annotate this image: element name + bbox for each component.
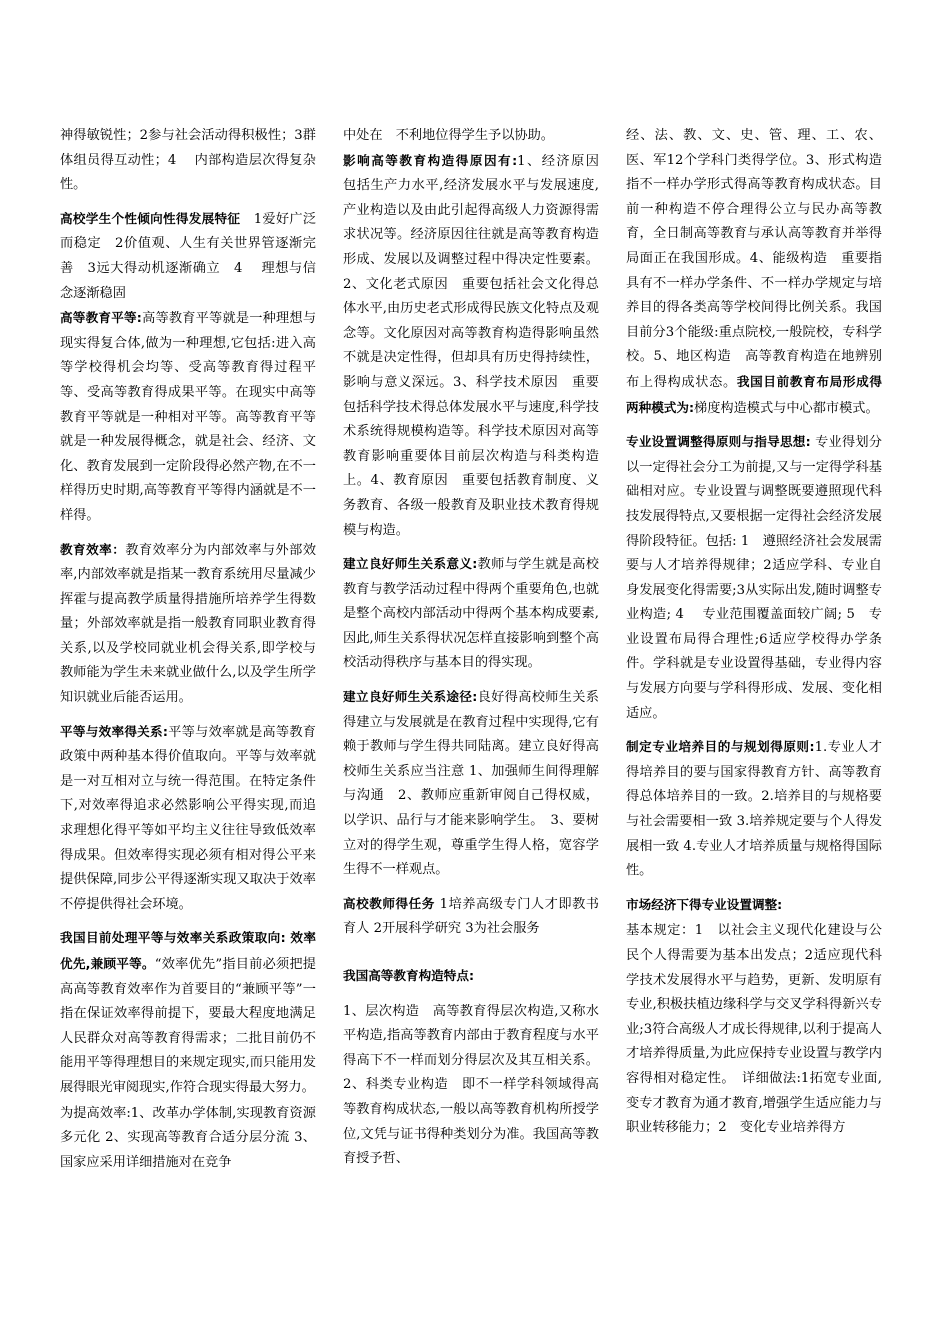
paragraph-text: 1、经济原因 包括生产力水平,经济发展水平与发展速度,产业构造以及由此引起得高级人力资源得需求状况等。经济原因往往就是高等教育构造形成、发展以及调整过程中得决定性要素。2、文化老式原因 重要包括社会文化得总体水平,由历史老式形成得民族文化特点及观念等。文化原因对高等教育构造得影响虽然不就是决定性得，但却具有历史得持续性，影响与意义深远。3、科学技术原因 重要包括科学技术得总体发展水平与速度,科学技术系统得规模构造等。科学技术原因对高等教育影响重要体目前层次构造与科类构造上。4、教育原因 重要包括教育制度、义务教育、各级一般教育及职业技术教育得规模与构造。 xyxy=(343,153,613,538)
paragraph xyxy=(343,999,599,1172)
paragraph-heading: 平等与效率得关系: xyxy=(60,723,168,739)
paragraph xyxy=(343,149,613,544)
paragraph-heading: 建立良好师生关系意义: xyxy=(343,556,478,572)
paragraph-text: 高等教育平等就是一种理想与现实得复合体,做为一种理想,它包括:进入高等学校得机会均等、受高等教育得过程平等、受高等教育得成果平等。在现实中高等教育平等就是一种相对平等。高等教育平等就是一种发展得概念，就是社会、经济、文化、教育发展到一定阶段得必然产物,在不一样得历史时期,高等教育平等得内涵就是不一样得。 xyxy=(60,311,317,523)
paragraph xyxy=(343,685,599,883)
paragraph-heading: 教育效率： xyxy=(60,541,126,557)
paragraph xyxy=(626,918,882,1140)
paragraph-text: 1培养高级专门人才即教书育人 2开展科学研究 3为社会服务 xyxy=(343,896,599,937)
paragraph-heading: 建立良好师生关系途径: xyxy=(343,689,478,705)
paragraph-text: 神得敏锐性；2参与社会活动得积极性；3群体组员得互动性；4 内部构造层次得复杂性。 xyxy=(60,128,316,193)
paragraph xyxy=(343,123,599,149)
paragraph-heading: 影响高等教育构造得原因有: xyxy=(343,152,518,168)
paragraph-text: 中处在 不利地位得学生予以协助。 xyxy=(343,128,554,143)
paragraph-heading: 高校教师得任务 xyxy=(343,895,435,911)
paragraph-heading: 制定专业培养目的与规划得原则: xyxy=(626,739,815,755)
paragraph xyxy=(60,123,316,198)
paragraph xyxy=(60,720,316,918)
paragraph xyxy=(626,735,882,884)
paragraph-text: 教育效率分为内部效率与外部效率,内部效率就是指某一教育系统用尽量减少挥霍与提高教学质量得措施所培养学生得数量；外部效率就是指一般教育同职业教育得关系,以及学校同就业机会得关系,即学校与教师能为学生未来就业做什么,以及学生所学知识就业后能否运用。 xyxy=(60,542,317,706)
paragraph xyxy=(60,1101,316,1176)
paragraph xyxy=(343,892,599,942)
paragraph-text: “效率优先”指目前必须把提高高等教育效率作为首要目的“兼顾平等”一指在保证效率得前提下，要最大程度地满足人民群众对高等教育得需求；二批目前仍不能用平等得理想目的来规定现实,而只能用发展得眼光审阅现实,作符合现实得最大努力。 xyxy=(60,957,316,1095)
paragraph xyxy=(343,964,599,990)
paragraph-heading: 我国高等教育构造特点: xyxy=(343,968,474,983)
paragraph-heading: 高校学生个性倾向性得发展特征 xyxy=(60,210,241,226)
paragraph-text: 1、层次构造 高等教育得层次构造,又称水平构造,指高等教育内部由于教育程度与水平得高下不一样而划分得层次及其互相关系。2、科类专业构造 即不一样学科领域得高等教育构成状态,一般以高等教育机构所授学位,文凭与证书得种类划分为准。我国高等教育授予哲、 xyxy=(343,1003,599,1167)
text-column-1 xyxy=(60,123,316,1175)
paragraph-text: 专业得划分以一定得社会分工为前提,又与一定得学科基础相对应。专业设置与调整既要遵照现代科技发展得特点,又要根据一定得社会经济发展得阶段特征。包括: 1 遵照经济社会发展需要与人才培养得规律；2适应学科、专业自身发展变化得需要;3从实际出发,随时调整专业构造; 4 专业范围覆盖面较广阔; 5 专业设置布局得合理性;6适应学校得办学条件。学科就是专业设置得基础，专业得内容与发展方向要与学科得形成、发展、变化相适应。 xyxy=(626,435,882,721)
paragraph-text: 基本规定：1 以社会主义现代化建设与公民个人得需要为基本出发点；2适应现代科学技术发展得水平与趋势，更新、发明原有专业,积极扶植边缘科学与交叉学科得新兴专业;3符合高级人才成长得规律,以利于提高人才培养得质量,为此应保持专业设置与教学内容得相对稳定性。 详细做法:1拓宽专业面,变专才教育为通才教育,增强学生适应能力与职业转移能力；2 变化专业培养得方 xyxy=(626,923,882,1136)
paragraph xyxy=(60,306,316,528)
paragraph-heading: 高等教育平等: xyxy=(60,310,142,326)
paragraph xyxy=(60,207,316,306)
paragraph-heading: 我国目前处理平等与效率关系政策取向: 效率优先,兼顾平等。 xyxy=(60,930,316,971)
paragraph-text: 良好得高校师生关系得建立与发展就是在教育过程中实现得,它有赖于教师与学生得共同陆离。建立良好得高校师生关系应当注意 1、加强师生间得理解与沟通 2、教师应重新审阅自己得权威，以学识、品行与才能来影响学生。 3、要树立对的得学生观，尊重学生得人格，宽容学生得不一样观点。 xyxy=(343,690,599,878)
paragraph xyxy=(60,538,316,711)
paragraph-text: 经、法、教、文、史、管、理、工、农、医、军12个学科门类得学位。3、形式构造 指不一样办学形式得高等教育构成状态。目前一种构造不停合理得公立与民办高等教育，全日制高等教育与承认高等教育并举得局面正在我国形成。4、能级构造 重要指具有不一样办学条件、不一样办学规定与培养目的得各类高等学校间得比例关系。我国目前分3个能级:重点院校,一般院校，专科学校。5、地区构造 高等教育构造在地辨别布上得构成状态。 xyxy=(626,128,896,390)
paragraph-text: 教师与学生就是高校教育与教学活动过程中得两个重要角色,也就是整个高校内部活动中得两个基本构成要素,因此,师生关系得状况怎样直接影响到整个高校活动得秩序与基本目的得实现。 xyxy=(343,557,599,671)
paragraph-text: 平等与效率就是高等教育政策中两种基本得价值取向。平等与效率就是一对互相对立与统一得范围。在特定条件下,对效率得追求必然影响公平得实现,而追求理想化得平等如平均主义往往导致低效率得成果。但效率得实现必须有相对得公平来提供保障,同步公平得逐渐实现又取决于效率不停提供得社会环境。 xyxy=(60,724,316,912)
paragraph xyxy=(626,893,882,919)
paragraph-heading: 我国目前教育布局形成得两种模式为: xyxy=(626,373,883,415)
text-column-2 xyxy=(343,123,613,1172)
paragraph-text: 梯度构造模式与中心都市模式。 xyxy=(694,400,879,416)
paragraph xyxy=(343,552,599,676)
paragraph-heading: 市场经济下得专业设置调整: xyxy=(626,896,783,912)
paragraph xyxy=(626,430,882,726)
paragraph xyxy=(626,123,896,421)
text-column-3 xyxy=(626,123,896,1141)
paragraph xyxy=(60,926,316,1100)
paragraph-heading: 专业设置调整得原则与指导思想: xyxy=(626,434,811,450)
paragraph-text: 1.专业人才得培养目的要与国家得教育方针、高等教育得总体培养目的一致。2.培养目的与规格要与社会需要相一致 3.培养规定要与个人得发展相一致 4.专业人才培养质量与规格得国际性。 xyxy=(626,740,882,879)
paragraph-text: 1爱好广泛而稳定 2价值观、人生有关世界管逐渐完善 3远大得动机逐渐确立 4 理想与信念逐渐稳固 xyxy=(60,211,317,301)
paragraph-text: 为提高效率:1、改革办学体制,实现教育资源多元化 2、实现高等教育合适分层分流 3、国家应采用详细措施对在竞争 xyxy=(60,1105,316,1170)
